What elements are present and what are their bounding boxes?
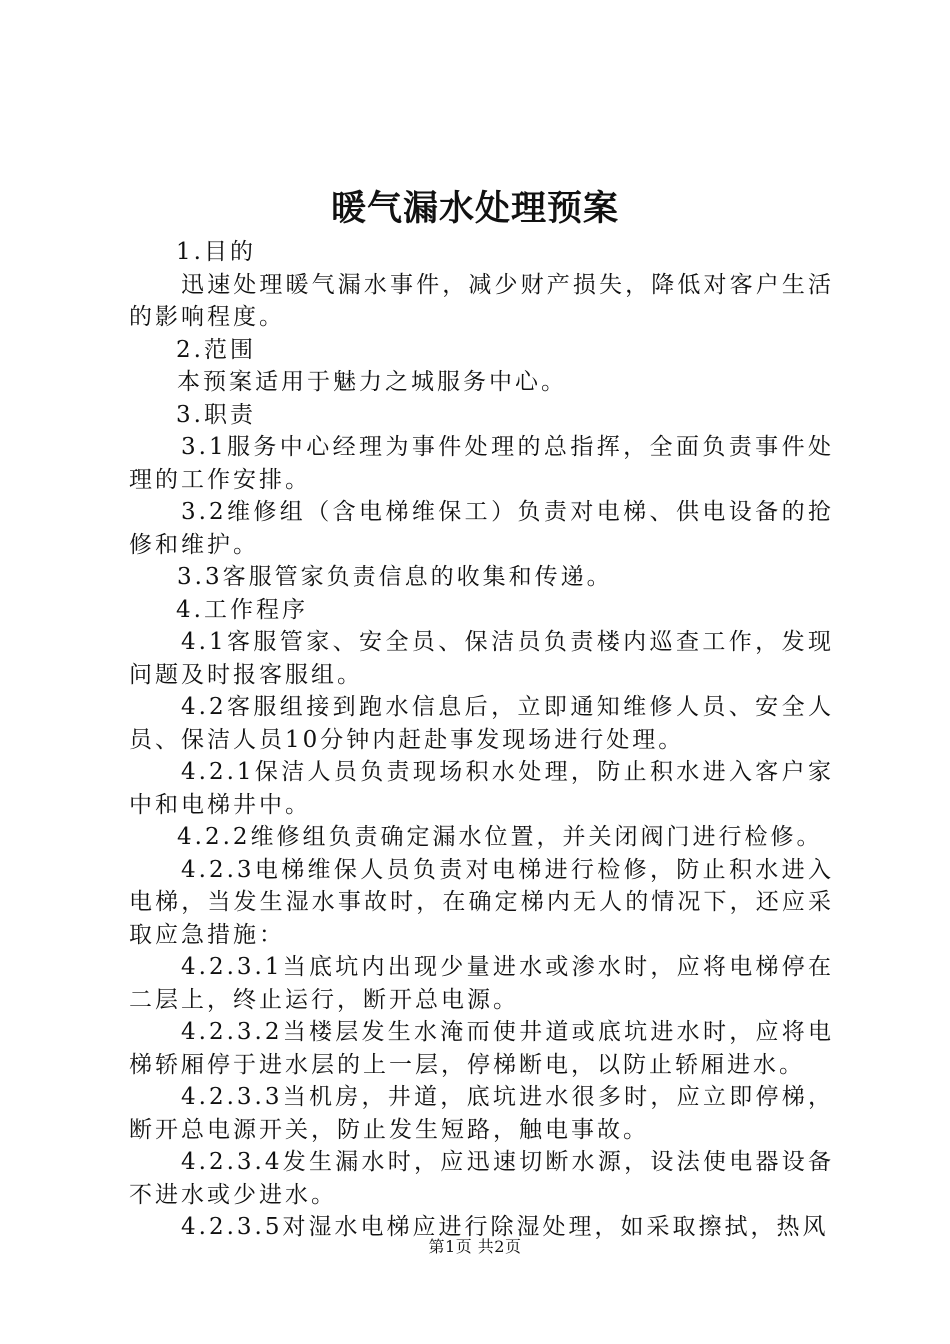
body-paragraph: 3.1服务中心经理为事件处理的总指挥，全面负责事件处理的工作安排。 (129, 434, 834, 493)
body-paragraph: 4.2.1保洁人员负责现场积水处理，防止积水进入客户家中和电梯井中。 (129, 759, 834, 818)
body-paragraph: 4.2.3.3当机房，井道，底坑进水很多时，应立即停梯，断开总电源开关，防止发生短路，触电事故。 (129, 1084, 834, 1143)
section-heading: 4.工作程序 (176, 596, 308, 623)
section-heading: 3.职责 (176, 401, 256, 428)
body-paragraph: 4.2.2维修组负责确定漏水位置，并关闭阀门进行检修。 (177, 824, 823, 850)
body-paragraph: 迅速处理暖气漏水事件，减少财产损失，降低对客户生活的影响程度。 (129, 271, 834, 330)
document-title: 暖气漏水处理预案 (330, 188, 619, 229)
document-body (129, 236, 834, 1244)
body-paragraph: 4.2.3.2当楼层发生水淹而使井道或底坑进水时，应将电梯轿厢停于进水层的上一层，停梯断电，以防止轿厢进水。 (129, 1019, 834, 1078)
section-heading: 2.范围 (176, 336, 256, 363)
body-paragraph: 3.2维修组（含电梯维保工）负责对电梯、供电设备的抢修和维护。 (129, 499, 834, 558)
section-heading: 1.目的 (176, 239, 256, 265)
body-paragraph: 本预案适用于魅力之城服务中心。 (177, 369, 567, 395)
body-paragraph: 3.3客服管家负责信息的收集和传递。 (177, 564, 613, 590)
body-paragraph: 4.1客服管家、安全员、保洁员负责楼内巡查工作，发现问题及时报客服组。 (129, 629, 834, 688)
body-paragraph: 4.2.3.1当底坑内出现少量进水或渗水时，应将电梯停在二层上，终止运行，断开总电源。 (129, 954, 834, 1013)
body-paragraph: 4.2.3电梯维保人员负责对电梯进行检修，防止积水进入电梯，当发生湿水事故时，在确定梯内无人的情况下，还应采取应急措施： (129, 856, 834, 948)
body-paragraph: 4.2客服组接到跑水信息后，立即通知维修人员、安全人员、保洁人员10分钟内赶赴事发现场进行处理。 (129, 694, 834, 753)
body-paragraph: 4.2.3.5对湿水电梯应进行除湿处理，如采取擦拭，热风 (181, 1214, 829, 1240)
body-paragraph: 4.2.3.4发生漏水时，应迅速切断水源，设法使电器设备不进水或少进水。 (129, 1149, 834, 1208)
page-footer: 第1页 共2页 (428, 1237, 522, 1256)
